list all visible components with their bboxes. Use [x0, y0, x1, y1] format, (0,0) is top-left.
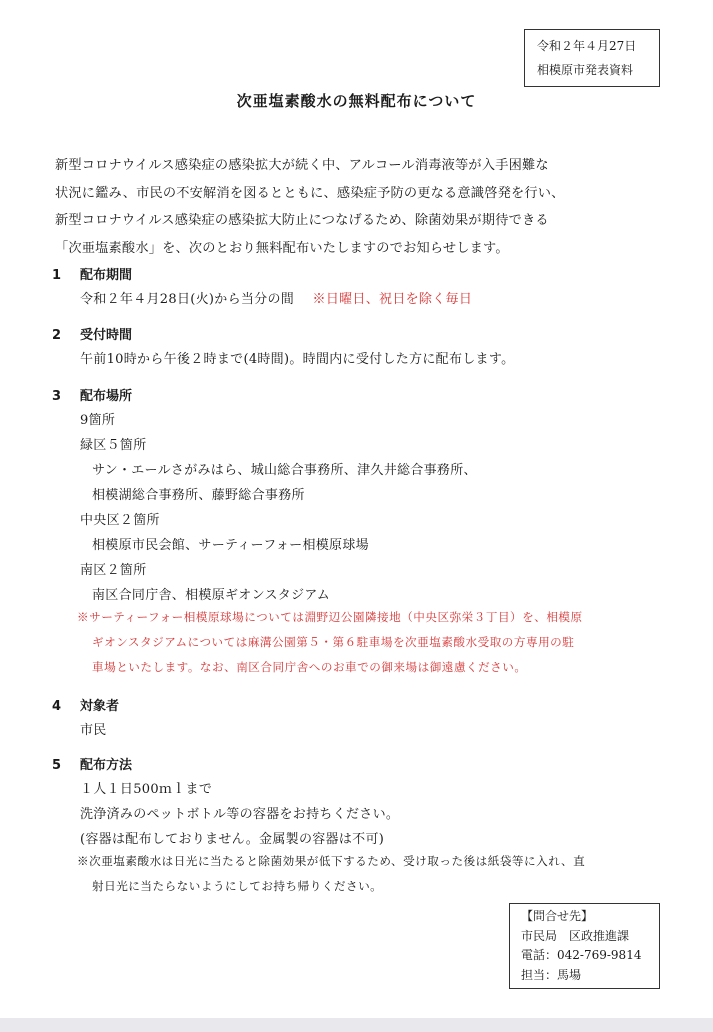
parking-note-line-3: 車場といたします。なお、南区合同庁舎へのお車での御来場は御遠慮ください。 — [92, 660, 527, 674]
method-line-1: １人１日500ｍｌまで — [80, 782, 213, 797]
section-1-number: 1 — [52, 268, 62, 283]
chuo-ward-label: 中央区２箇所 — [80, 513, 160, 528]
midori-ward-label: 緑区５箇所 — [80, 438, 147, 453]
method-line-2: 洗浄済みのペットボトル等の容器をお持ちください。 — [80, 807, 400, 822]
section-3-heading — [52, 385, 132, 404]
viewer-bottom-strip — [0, 1018, 713, 1032]
period-text: 令和２年４月28日(火)から当分の間 — [80, 292, 295, 307]
intro-line-4: 「次亜塩素酸水」を、次のとおり無料配布いたしますのでお知らせします。 — [55, 240, 509, 256]
intro-paragraph — [55, 152, 675, 262]
contact-person: 担当：馬場 — [521, 967, 582, 982]
section-4-title: 対象者 — [80, 699, 120, 714]
section-2-title: 受付時間 — [80, 328, 133, 343]
release-date: 令和２年４月27日 — [537, 39, 637, 53]
publisher-label: 相模原市発表資料 — [537, 63, 634, 77]
midori-ward-line-1: サン・エールさがみはら、城山総合事務所、津久井総合事務所、 — [92, 463, 477, 478]
section-5-title: 配布方法 — [80, 758, 133, 773]
section-5-heading — [52, 754, 132, 773]
contact-phone: 電話：042-769-9814 — [521, 948, 642, 962]
minami-ward-line: 南区合同庁舎、相模原ギオンスタジアム — [92, 588, 331, 603]
contact-heading: 【問合せ先】 — [521, 909, 594, 923]
method-note-line-2: 射日光に当たらないようにしてお持ち帰りください。 — [92, 879, 383, 893]
contact-department: 市民局 区政推進課 — [521, 928, 630, 943]
method-note-line-1: ※次亜塩素酸水は日光に当たると除菌効果が低下するため、受け取った後は紙袋等に入れ、直 — [77, 854, 586, 868]
parking-note-line-2: ギオンスタジアムについては麻溝公園第５・第６駐車場を次亜塩素酸水受取の方専用の駐 — [92, 635, 575, 649]
section-3-number: 3 — [52, 389, 62, 404]
intro-line-3: 新型コロナウイルス感染症の感染拡大防止につなげるため、除菌効果が期待できる — [55, 213, 549, 229]
release-date-box — [524, 29, 660, 87]
intro-line-2: 状況に鑑み、市民の不安解消を図るとともに、感染症予防の更なる意識啓発を行い、 — [55, 185, 565, 201]
section-4-heading — [52, 695, 119, 714]
document-title: 次亜塩素酸水の無料配布について — [236, 92, 477, 110]
section-5-number: 5 — [52, 758, 62, 773]
contact-box — [509, 903, 660, 989]
midori-ward-line-2: 相模湖総合事務所、藤野総合事務所 — [92, 488, 305, 503]
target-text: 市民 — [80, 723, 107, 738]
section-2-heading — [52, 324, 132, 343]
section-2-number: 2 — [52, 328, 62, 343]
locations-total: 9箇所 — [80, 413, 116, 428]
hours-text: 午前10時から午後２時まで(4時間)。時間内に受付した方に配布します。 — [80, 352, 515, 367]
minami-ward-label: 南区２箇所 — [80, 563, 147, 578]
chuo-ward-line: 相模原市民会館、サーティーフォー相模原球場 — [92, 538, 369, 553]
period-note: ※日曜日、祝日を除く毎日 — [312, 292, 473, 307]
section-4-number: 4 — [52, 699, 62, 714]
parking-note-line-1: ※サーティーフォー相模原球場については淵野辺公園隣接地（中央区弥栄３丁目）を、相模原 — [77, 610, 583, 624]
section-1-heading — [52, 264, 132, 283]
section-3-title: 配布場所 — [80, 389, 133, 404]
method-line-3: (容器は配布しておりません。金属製の容器は不可) — [80, 832, 385, 847]
intro-line-1: 新型コロナウイルス感染症の感染拡大が続く中、アルコール消毒液等が入手困難な — [55, 158, 549, 173]
section-1-title: 配布期間 — [80, 268, 133, 283]
period-line — [80, 288, 472, 307]
